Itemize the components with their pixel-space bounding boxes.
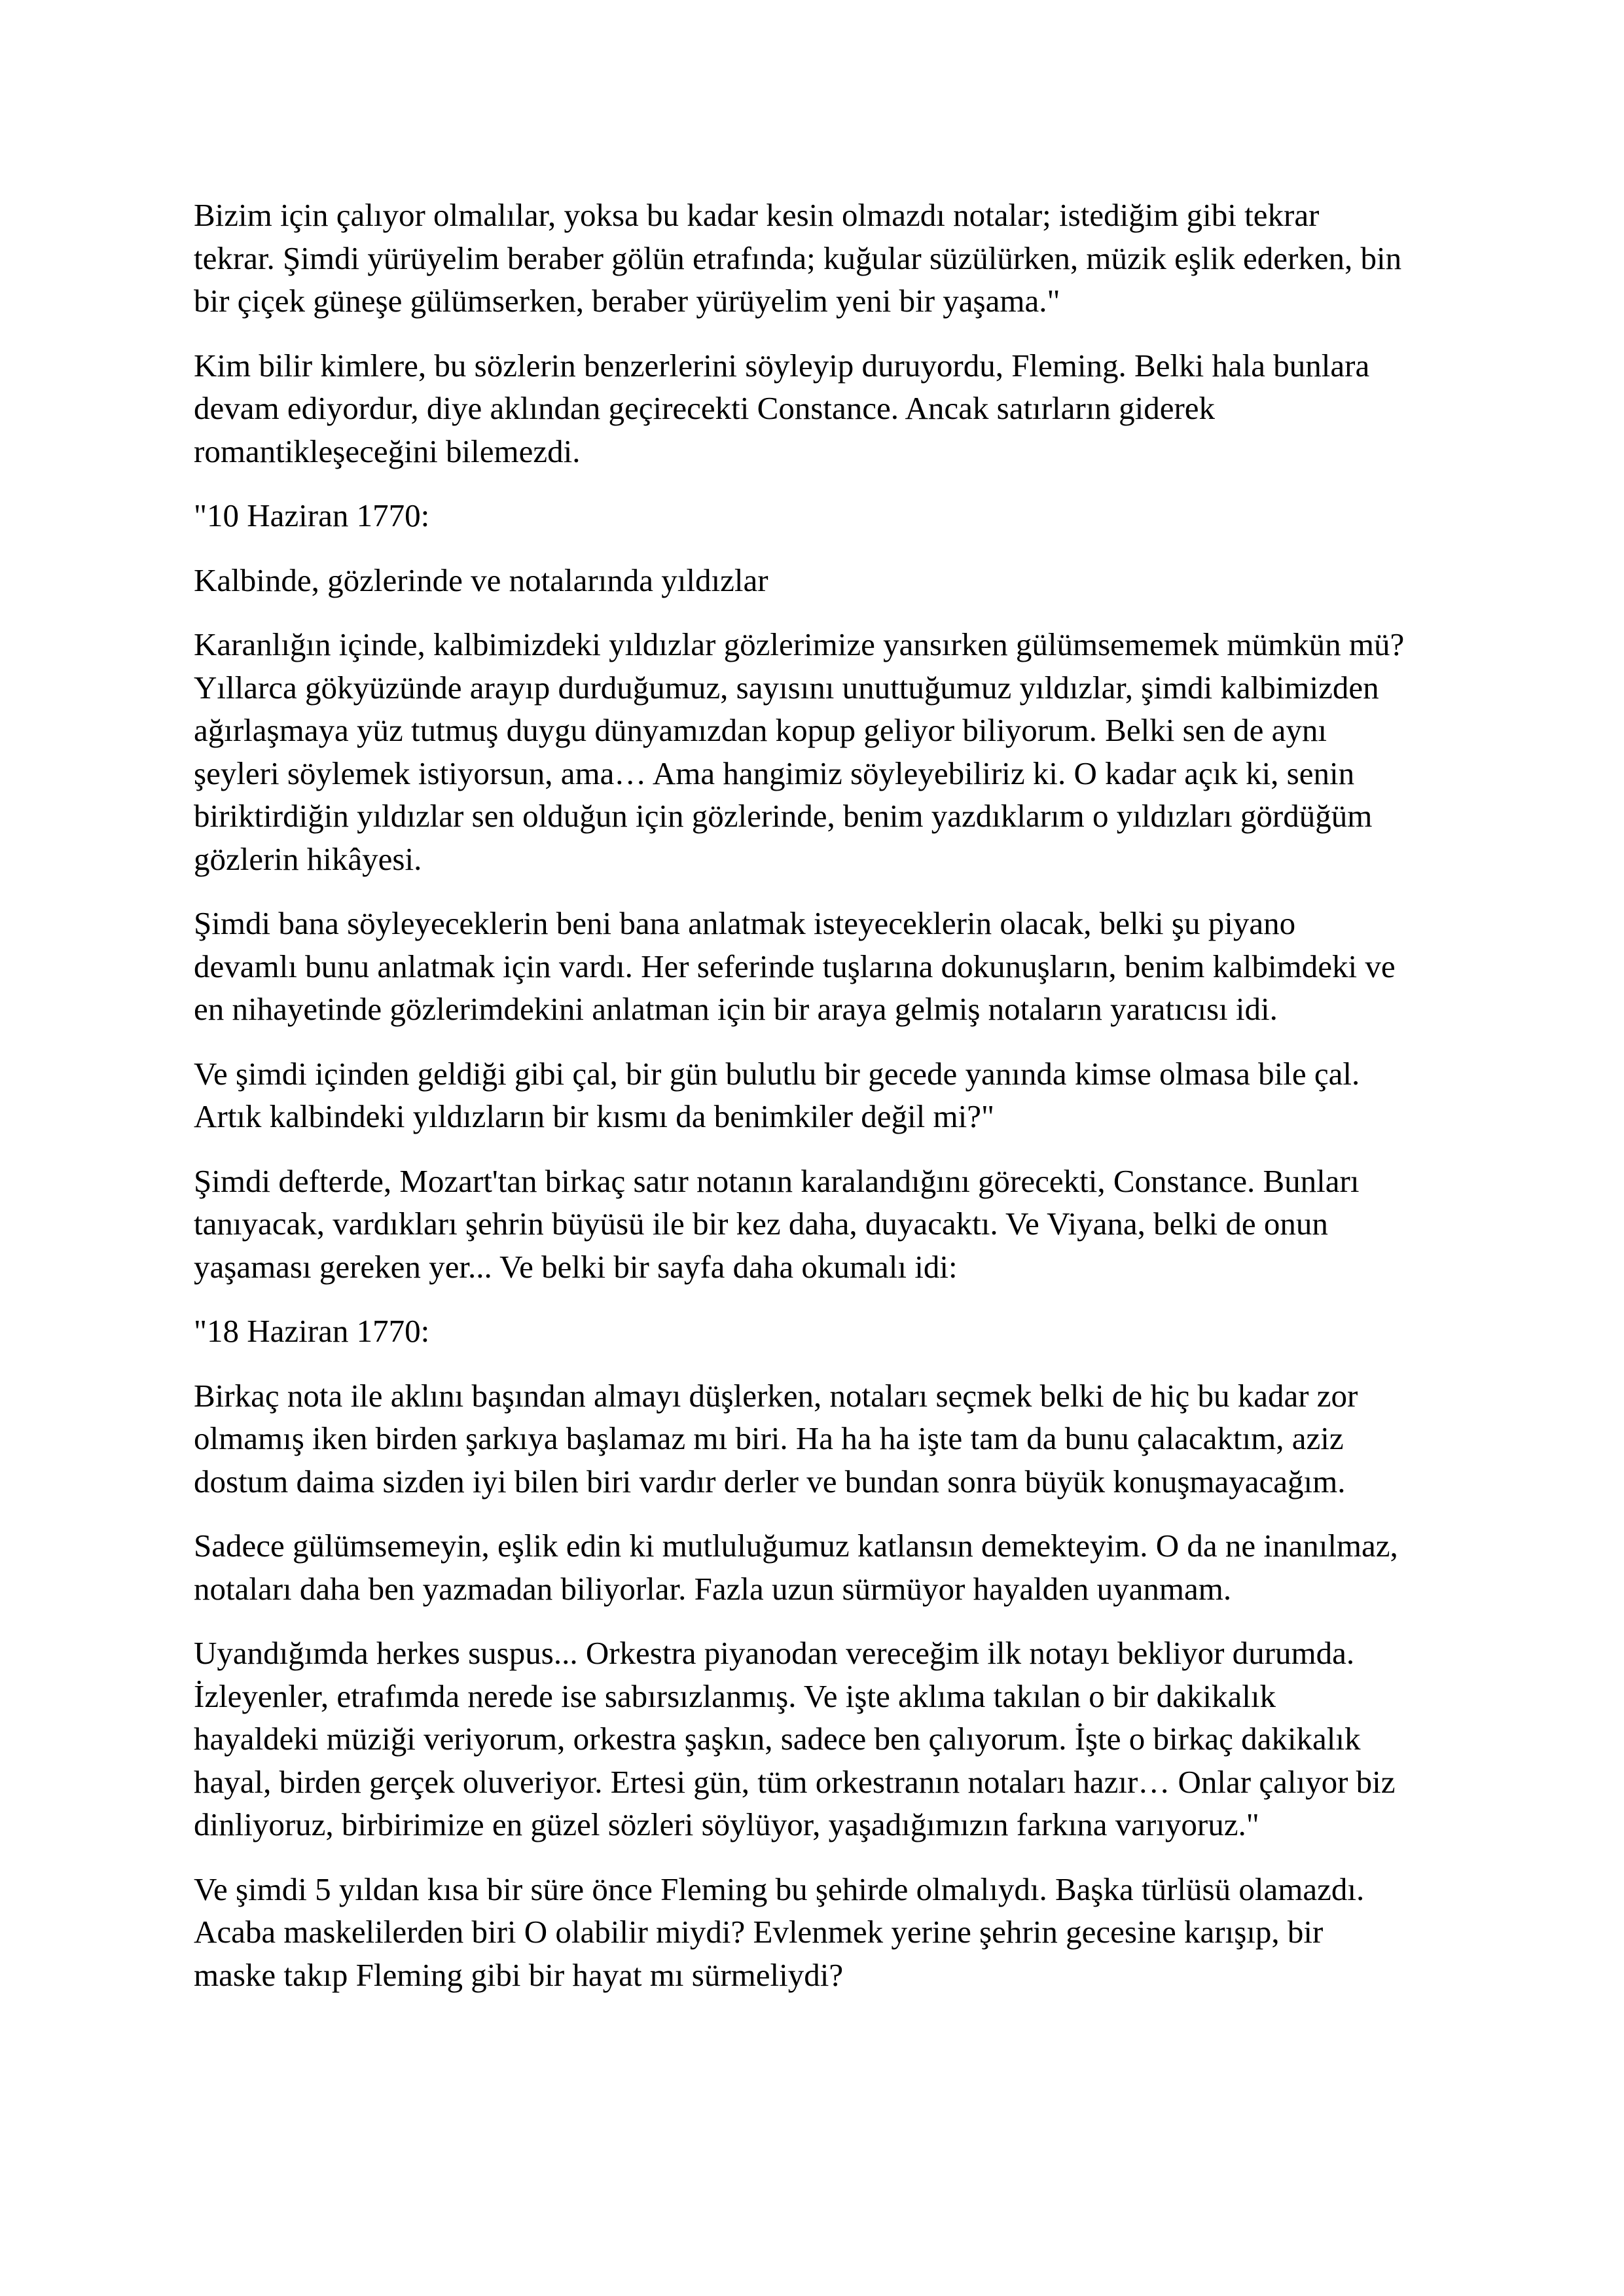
- text-line: biriktirdiğin yıldızlar sen olduğun için gözlerinde, benim yazdıklarım o yıldızları gördüğüm: [194, 798, 1373, 834]
- text-line: ağırlaşmaya yüz tutmuş duygu dünyamızdan kopup geliyor biliyorum. Belki sen de aynı: [194, 712, 1327, 748]
- text-line: Karanlığın içinde, kalbimizdeki yıldızlar gözlerimize yansırken gülümsememek mümkün mü?: [194, 626, 1405, 662]
- text-line: gözlerin hikâyesi.: [194, 840, 422, 877]
- diary-date-heading: [194, 1310, 1437, 1353]
- document-page: [194, 194, 1437, 2018]
- paragraph: [194, 1160, 1437, 1289]
- text-line: olmamış iken birden şarkıya başlamaz mı biri. Ha ha ha işte tam da bunu çalacaktım, aziz: [194, 1420, 1344, 1456]
- text-line: Kalbinde, gözlerinde ve notalarında yıldızlar: [194, 562, 768, 598]
- text-line: Şimdi defterde, Mozart'tan birkaç satır notanın karalandığını görecekti, Constance. Bunları: [194, 1162, 1360, 1199]
- text-line: romantikleşeceğini bilemezdi.: [194, 433, 581, 469]
- text-line: Birkaç nota ile aklını başından almayı düşlerken, notaları seçmek belki de hiç bu kadar zor: [194, 1377, 1358, 1414]
- text-line: tekrar. Şimdi yürüyelim beraber gölün etrafında; kuğular süzülürken, müzik eşlik ederken, bin: [194, 240, 1402, 276]
- text-line: Acaba maskelilerden biri O olabilir miydi? Evlenmek yerine şehrin gecesine karışıp, bir: [194, 1914, 1324, 1950]
- paragraph: [194, 1632, 1437, 1846]
- text-line: Bizim için çalıyor olmalılar, yoksa bu kadar kesin olmazdı notalar; istediğim gibi tekrar: [194, 197, 1320, 233]
- text-line: dostum daima sizden iyi bilen biri vardır derler ve bundan sonra büyük konuşmayacağım.: [194, 1463, 1346, 1499]
- text-line: devam ediyordur, diye aklından geçirecekti Constance. Ancak satırların giderek: [194, 390, 1216, 426]
- text-line: bir çiçek güneşe gülümserken, beraber yürüyelim yeni bir yaşama.": [194, 283, 1060, 319]
- text-line: tanıyacak, vardıkları şehrin büyüsü ile bir kez daha, duyacaktı. Ve Viyana, belki de onun: [194, 1206, 1328, 1242]
- text-line: İzleyenler, etrafımda nerede ise sabırsızlanmış. Ve işte aklıma takılan o bir dakikalık: [194, 1677, 1276, 1714]
- text-line: şeyleri söylemek istiyorsun, ama… Ama hangimiz söyleyebiliriz ki. O kadar açık ki, senin: [194, 755, 1355, 791]
- text-line: yaşaması gereken yer... Ve belki bir sayfa daha okumalı idi:: [194, 1248, 958, 1285]
- text-line: Artık kalbindeki yıldızların bir kısmı da benimkiler değil mi?": [194, 1098, 994, 1134]
- text-line: Uyandığımda herkes suspus... Orkestra piyanodan vereceğim ilk notayı bekliyor durumda.: [194, 1635, 1355, 1671]
- paragraph: [194, 194, 1437, 323]
- text-line: hayal, birden gerçek oluveriyor. Ertesi gün, tüm orkestranın notaları hazır… Onlar çalıyor biz: [194, 1763, 1396, 1800]
- text-line: maske takıp Fleming gibi bir hayat mı sürmeliydi?: [194, 1956, 844, 1993]
- text-line: Ve şimdi içinden geldiği gibi çal, bir gün bulutlu bir gecede yanında kimse olmasa bile çal.: [194, 1055, 1360, 1092]
- text-line: Sadece gülümsemeyin, eşlik edin ki mutluluğumuz katlansın demekteyim. O da ne inanılmaz,: [194, 1528, 1398, 1564]
- paragraph: [194, 1524, 1437, 1610]
- paragraph: [194, 1868, 1437, 1997]
- text-line: Kim bilir kimlere, bu sözlerin benzerlerini söyleyip duruyordu, Fleming. Belki hala bunlara: [194, 347, 1370, 384]
- text-line: notaları daha ben yazmadan biliyorlar. Fazla uzun sürmüyor hayalden uyanmam.: [194, 1570, 1232, 1607]
- paragraph: [194, 1052, 1437, 1138]
- paragraph: [194, 902, 1437, 1031]
- text-line: "10 Haziran 1770:: [194, 497, 430, 533]
- text-line: devamlı bunu anlatmak için vardı. Her seferinde tuşlarına dokunuşların, benim kalbimdeki ve: [194, 948, 1396, 984]
- text-line: Şimdi bana söyleyeceklerin beni bana anlatmak isteyeceklerin olacak, belki şu piyano: [194, 905, 1296, 941]
- text-line: Ve şimdi 5 yıldan kısa bir süre önce Fleming bu şehirde olmalıydı. Başka türlüsü olamazdı.: [194, 1871, 1365, 1907]
- text-line: dinliyoruz, birbirimize en güzel sözleri söylüyor, yaşadığımızın farkına varıyoruz.": [194, 1806, 1259, 1842]
- diary-entry-title: [194, 559, 1437, 602]
- text-line: hayaldeki müziği veriyorum, orkestra şaşkın, sadece ben çalıyorum. İşte o birkaç dakikalık: [194, 1721, 1361, 1757]
- text-line: Yıllarca gökyüzünde arayıp durduğumuz, sayısını unuttuğumuz yıldızlar, şimdi kalbimizden: [194, 669, 1379, 706]
- paragraph: [194, 623, 1437, 880]
- paragraph: [194, 1374, 1437, 1503]
- diary-date-heading: [194, 494, 1437, 537]
- text-line: "18 Haziran 1770:: [194, 1313, 430, 1349]
- text-line: en nihayetinde gözlerimdekini anlatman için bir araya gelmiş notaların yaratıcısı idi.: [194, 991, 1278, 1027]
- paragraph: [194, 344, 1437, 473]
